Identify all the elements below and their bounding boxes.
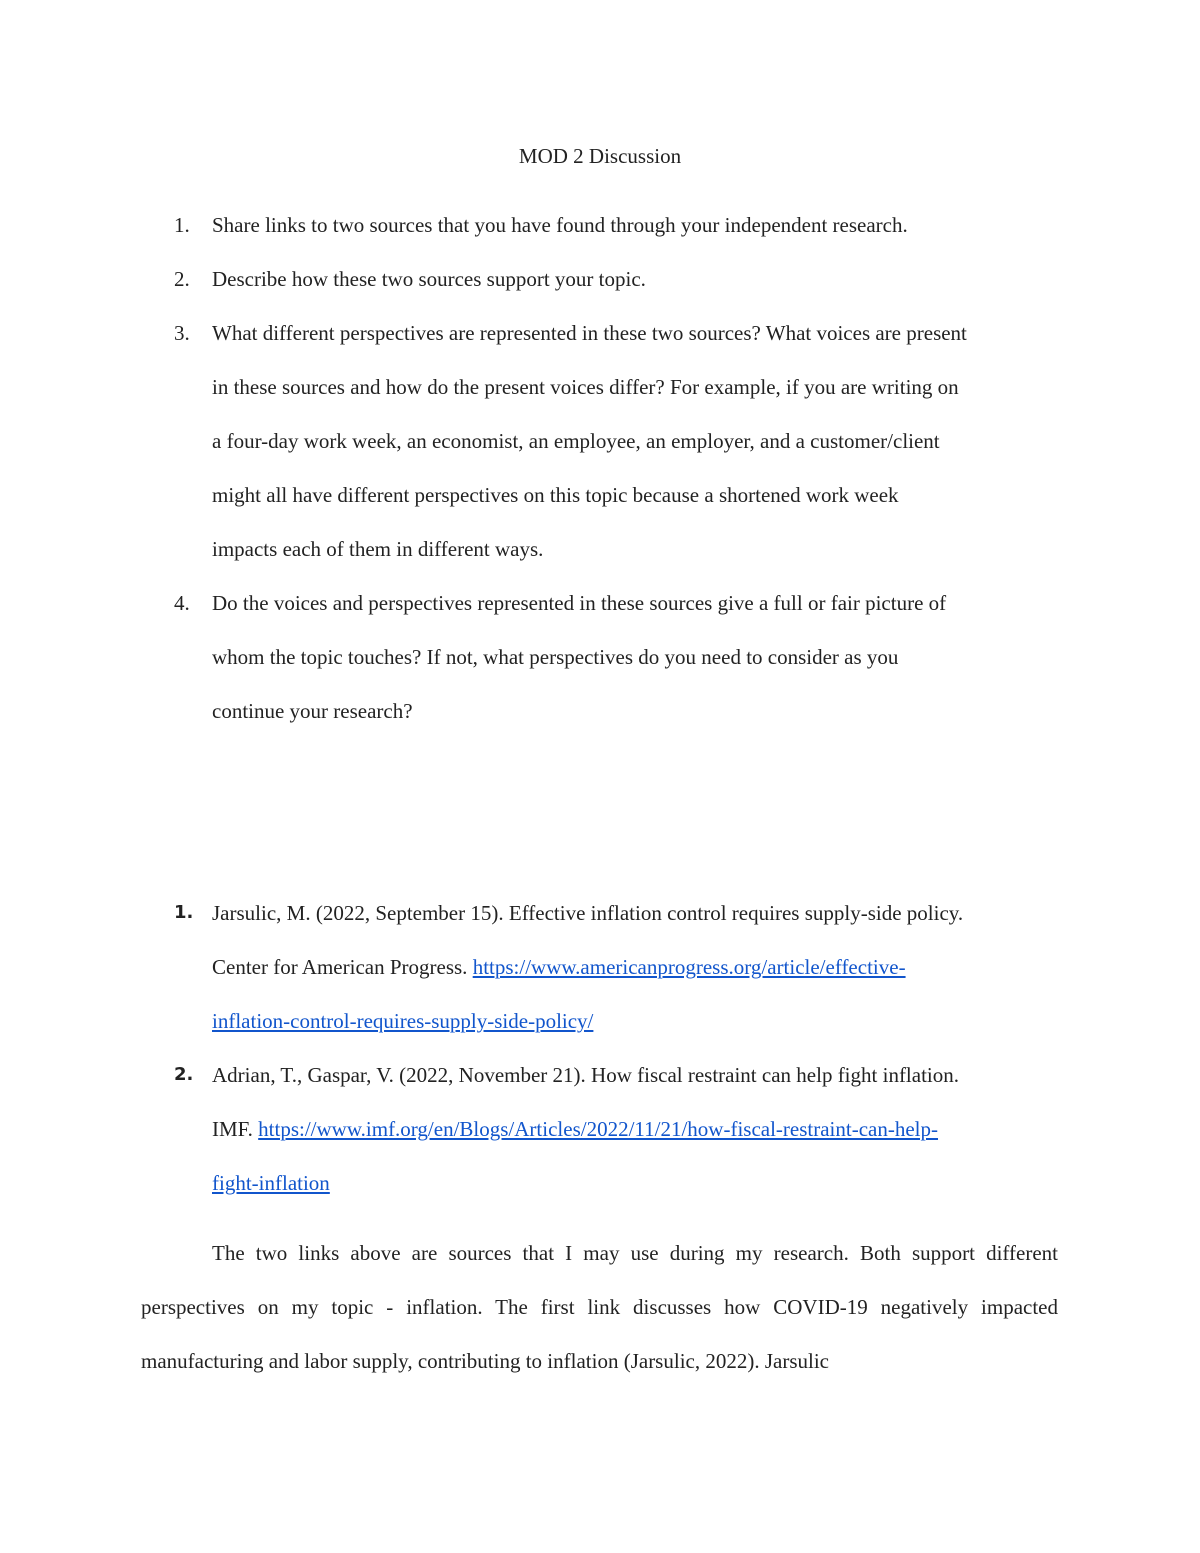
reference-publisher: IMF. (212, 1117, 259, 1141)
question-number: 2. (174, 267, 190, 291)
question-line: in these sources and how do the present voices differ? For example, if you are writing on (212, 375, 959, 399)
question-line: whom the topic touches? If not, what perspectives do you need to consider as you (212, 645, 899, 669)
reference-link[interactable]: https://www.americanprogress.org/article/effective- (472, 955, 906, 979)
question-text: Share links to two sources that you have found through your independent research. (212, 213, 908, 237)
reference-link[interactable]: https://www.imf.org/en/Blogs/Articles/2022/11/21/how-fiscal-restraint-can-help- (258, 1117, 939, 1141)
question-line: might all have different perspectives on this topic because a shortened work week (212, 483, 899, 507)
question-line: a four-day work week, an economist, an employee, an employer, and a customer/client (212, 429, 940, 453)
reference-text (212, 886, 1072, 1048)
reference-line (212, 1102, 1072, 1156)
question-number: 1. (174, 213, 190, 237)
reference-line: Adrian, T., Gaspar, V. (2022, November 21). How fiscal restraint can help fight inflation. (212, 1063, 960, 1087)
reference-line (212, 940, 1072, 994)
question-line: continue your research? (212, 699, 413, 723)
document-title: MOD 2 Discussion (518, 144, 682, 168)
question-line: Do the voices and perspectives represented in these sources give a full or fair picture of (212, 591, 947, 615)
question-number: 3. (174, 321, 190, 345)
reference-number: 2. (174, 1064, 194, 1085)
reference-publisher: Center for American Progress. (212, 955, 473, 979)
reference-text (212, 1048, 1072, 1210)
question-text (212, 306, 1072, 576)
reference-link-continued[interactable]: inflation-control-requires-supply-side-policy/ (212, 1009, 594, 1033)
reference-link-continued[interactable]: fight-inflation (212, 1171, 330, 1195)
question-text: Describe how these two sources support your topic. (212, 267, 646, 291)
question-number: 4. (174, 591, 190, 615)
body-paragraph: The two links above are sources that I may use during my research. Both support different perspectives on my topic - inflation. The first link discusses how COVID-19 negatively impacted manufacturing and labor supply, contributing to inflation (Jarsulic, 2022). Jarsulic (141, 1241, 1058, 1373)
reference-number: 1. (174, 902, 194, 923)
question-line: What different perspectives are represented in these two sources? What voices are present (212, 321, 967, 345)
reference-line: Jarsulic, M. (2022, September 15). Effective inflation control requires supply-side policy. (212, 901, 964, 925)
question-text (212, 576, 1072, 738)
reference-line (212, 994, 1072, 1048)
question-line: impacts each of them in different ways. (212, 537, 544, 561)
reference-line (212, 1156, 1072, 1210)
